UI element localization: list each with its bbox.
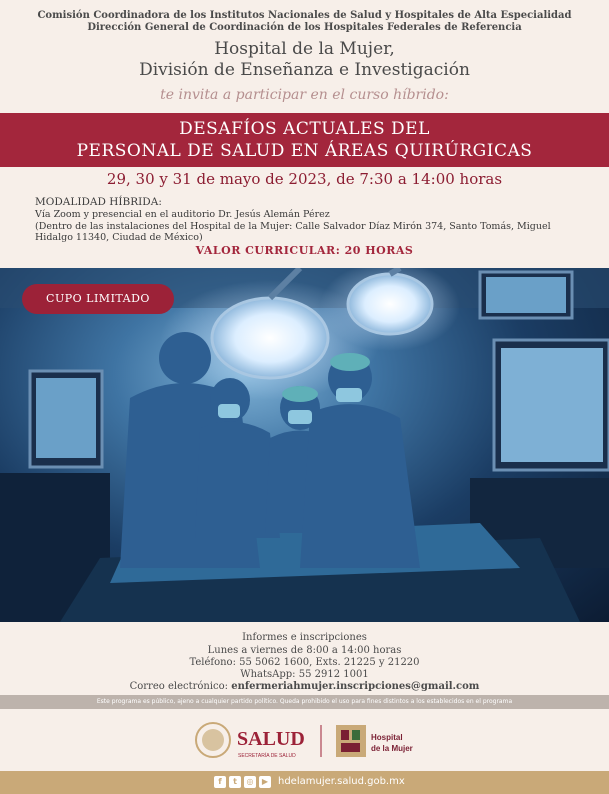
invite-text: te invita a participar en el curso híbrido:: [160, 87, 449, 103]
hospital-logo-text-2: de la Mujer: [371, 744, 413, 753]
hospital-logo-icon: [336, 725, 366, 757]
salud-logo-text: SALUD: [237, 728, 305, 750]
hospital-line-1: Hospital de la Mujer,: [214, 39, 395, 59]
salud-sub-text: SECRETARÍA DE SALUD: [238, 753, 296, 759]
modality-line-3: Hidalgo 11340, Ciudad de México): [35, 232, 203, 243]
course-dates: 29, 30 y 31 de mayo de 2023, de 7:30 a 14:00 horas: [106, 170, 503, 188]
course-title-banner: [0, 113, 609, 167]
info-phone: Teléfono: 55 5062 1600, Exts. 21225 y 21220: [189, 657, 420, 668]
email-link[interactable]: enfermeriahmujer.inscripciones@gmail.com: [231, 681, 480, 692]
facebook-icon[interactable]: f: [214, 776, 226, 788]
logos-svg: [0, 709, 609, 771]
youtube-icon[interactable]: ▶: [259, 776, 271, 788]
footer: [0, 771, 609, 794]
info-hours: Lunes a viernes de 8:00 a 14:00 horas: [207, 645, 402, 656]
instagram-icon[interactable]: ◎: [244, 776, 256, 788]
org-line-2: Dirección General de Coordinación de los Hospitales Federales de Referencia: [87, 22, 522, 33]
modality-line-2: (Dentro de las instalaciones del Hospital de la Mujer: Calle Salvador Díaz Mirón 374, Santo Tomás, Miguel: [35, 221, 551, 232]
info-email-line: [0, 681, 609, 692]
info-title: Informes e inscripciones: [242, 632, 367, 643]
surgery-photo-illustration: [0, 268, 609, 622]
hospital-line-2: División de Enseñanza e Investigación: [139, 60, 470, 80]
modality-title: MODALIDAD HÍBRIDA:: [35, 196, 162, 208]
limited-spots-badge: CUPO LIMITADO: [22, 284, 174, 314]
mexico-seal-icon: [196, 723, 230, 757]
curricular-value: VALOR CURRICULAR: 20 HORAS: [195, 244, 414, 257]
disclaimer: Este programa es público, ajeno a cualquier partido político. Queda prohibido el uso para fines distintos a los establecidos en el programa: [0, 695, 609, 709]
twitter-icon[interactable]: t: [229, 776, 241, 788]
email-label: Correo electrónico:: [129, 681, 232, 692]
hospital-logo-text-1: Hospital: [371, 733, 403, 742]
logo-area: [0, 709, 609, 771]
surgery-photo: [0, 268, 609, 622]
header: [0, 0, 609, 113]
website-link[interactable]: hdelamujer.salud.gob.mx: [278, 776, 405, 787]
org-line-1: Comisión Coordinadora de los Institutos Nacionales de Salud y Hospitales de Alta Especialidad: [37, 10, 572, 21]
course-title-line-2: PERSONAL DE SALUD EN ÁREAS QUIRÚRGICAS: [76, 141, 533, 161]
modality-line-1: Vía Zoom y presencial en el auditorio Dr. Jesús Alemán Pérez: [35, 209, 330, 220]
social-icons: [214, 776, 271, 788]
info-whatsapp: WhatsApp: 55 2912 1001: [240, 669, 369, 680]
course-title-line-1: DESAFÍOS ACTUALES DEL: [179, 119, 430, 139]
